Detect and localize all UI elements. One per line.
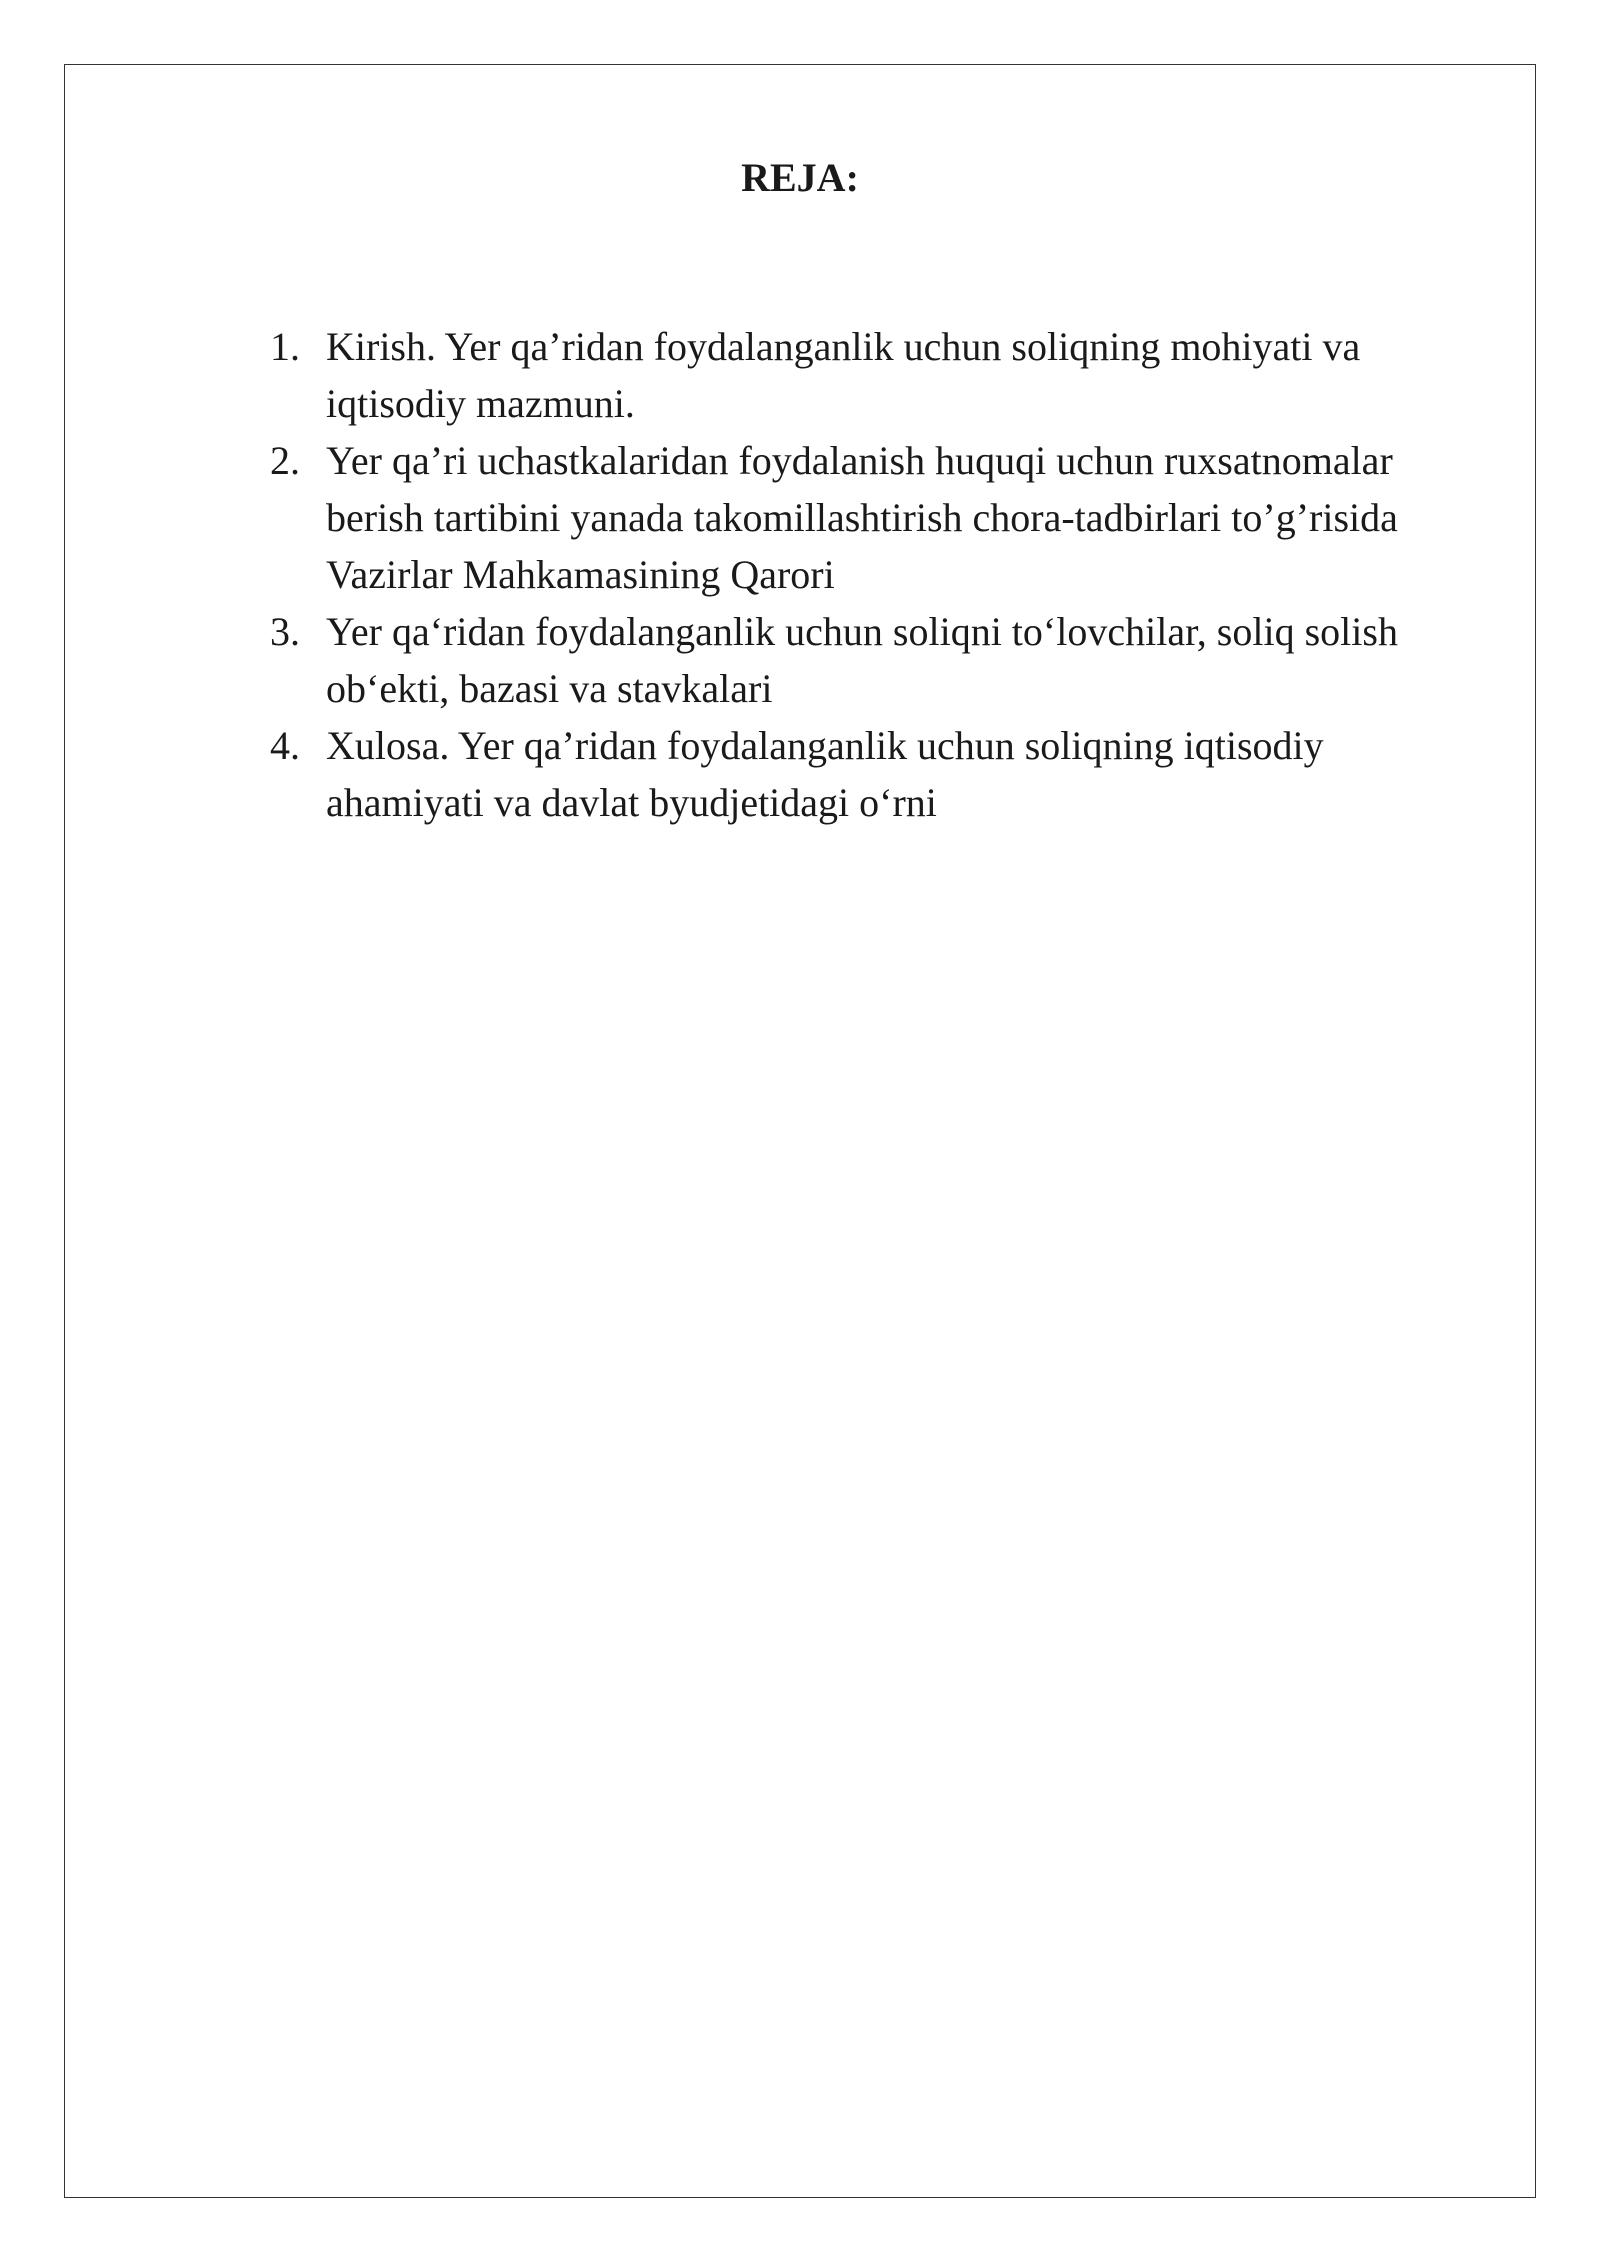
list-item-text: Xulosa. Yer qa’ridan foydalanganlik uchun soliqning iqtisodiy ahamiyati va davlat byudjetidagi o‘rni [326,723,1324,825]
list-item [270,432,1490,603]
list-item-text: Yer qa’ri uchastkalaridan foydalanish huquqi uchun ruxsatnomalar berish tartibini yanada takomillashtirish chora-tadbirlari to’g’risida Vazirlar Mahkamasining Qarori [326,438,1398,597]
list-item [270,717,1490,831]
list-item-text: Yer qa‘ridan foydalanganlik uchun soliqni to‘lovchilar, soliq solish ob‘ekti, bazasi va stavkalari [326,609,1398,711]
list-item [270,603,1490,717]
list-item [270,318,1490,432]
list-item-number: 2. [270,438,300,483]
list-item-number: 1. [270,324,300,369]
list-item-text: Kirish. Yer qa’ridan foydalanganlik uchun soliqning mohiyati va iqtisodiy mazmuni. [326,324,1361,426]
page-title: REJA: [741,155,859,200]
plan-list [270,318,1490,831]
list-item-number: 4. [270,723,300,768]
list-item-number: 3. [270,609,300,654]
